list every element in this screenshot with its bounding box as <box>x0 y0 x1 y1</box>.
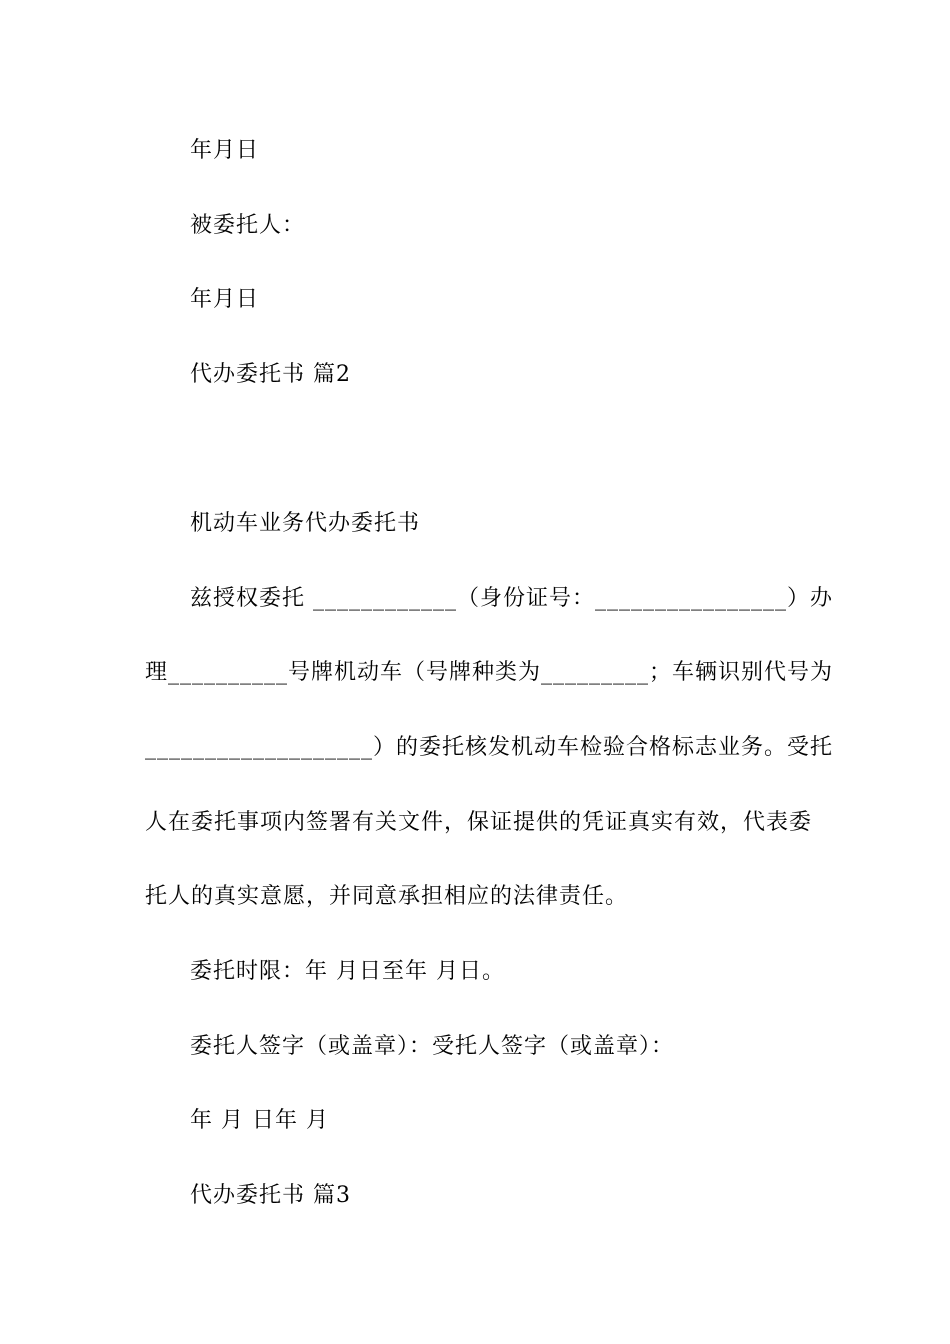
signature-date-line: 年 月 日年 月 <box>190 1108 329 1133</box>
date-line-1: 年月日 <box>190 138 260 163</box>
trustee-label: 被委托人： <box>190 213 306 238</box>
authorization-period: 委托时限：年 月日至年 月日。 <box>190 959 505 984</box>
paragraph-line-4: 人在委托事项内签署有关文件，保证提供的凭证真实有效，代表委 <box>145 810 813 835</box>
paragraph-line-5: 托人的真实意愿，并同意承担相应的法律责任。 <box>145 884 629 909</box>
paragraph-line-1: 兹授权委托 ____________（身份证号：________________）办 <box>190 586 833 611</box>
paragraph-line-3: ___________________）的委托核发机动车检验合格标志业务。受托 <box>145 735 834 760</box>
section-heading-3: 代办委托书 篇3 <box>190 1183 351 1208</box>
document-title: 机动车业务代办委托书 <box>190 511 421 536</box>
paragraph-line-2: 理__________号牌机动车（号牌种类为_________；车辆识别代号为 <box>145 660 834 685</box>
section-heading-2: 代办委托书 篇2 <box>190 362 351 387</box>
date-line-2: 年月日 <box>190 287 260 312</box>
signature-line: 委托人签字（或盖章）：受托人签字（或盖章）： <box>190 1034 675 1059</box>
